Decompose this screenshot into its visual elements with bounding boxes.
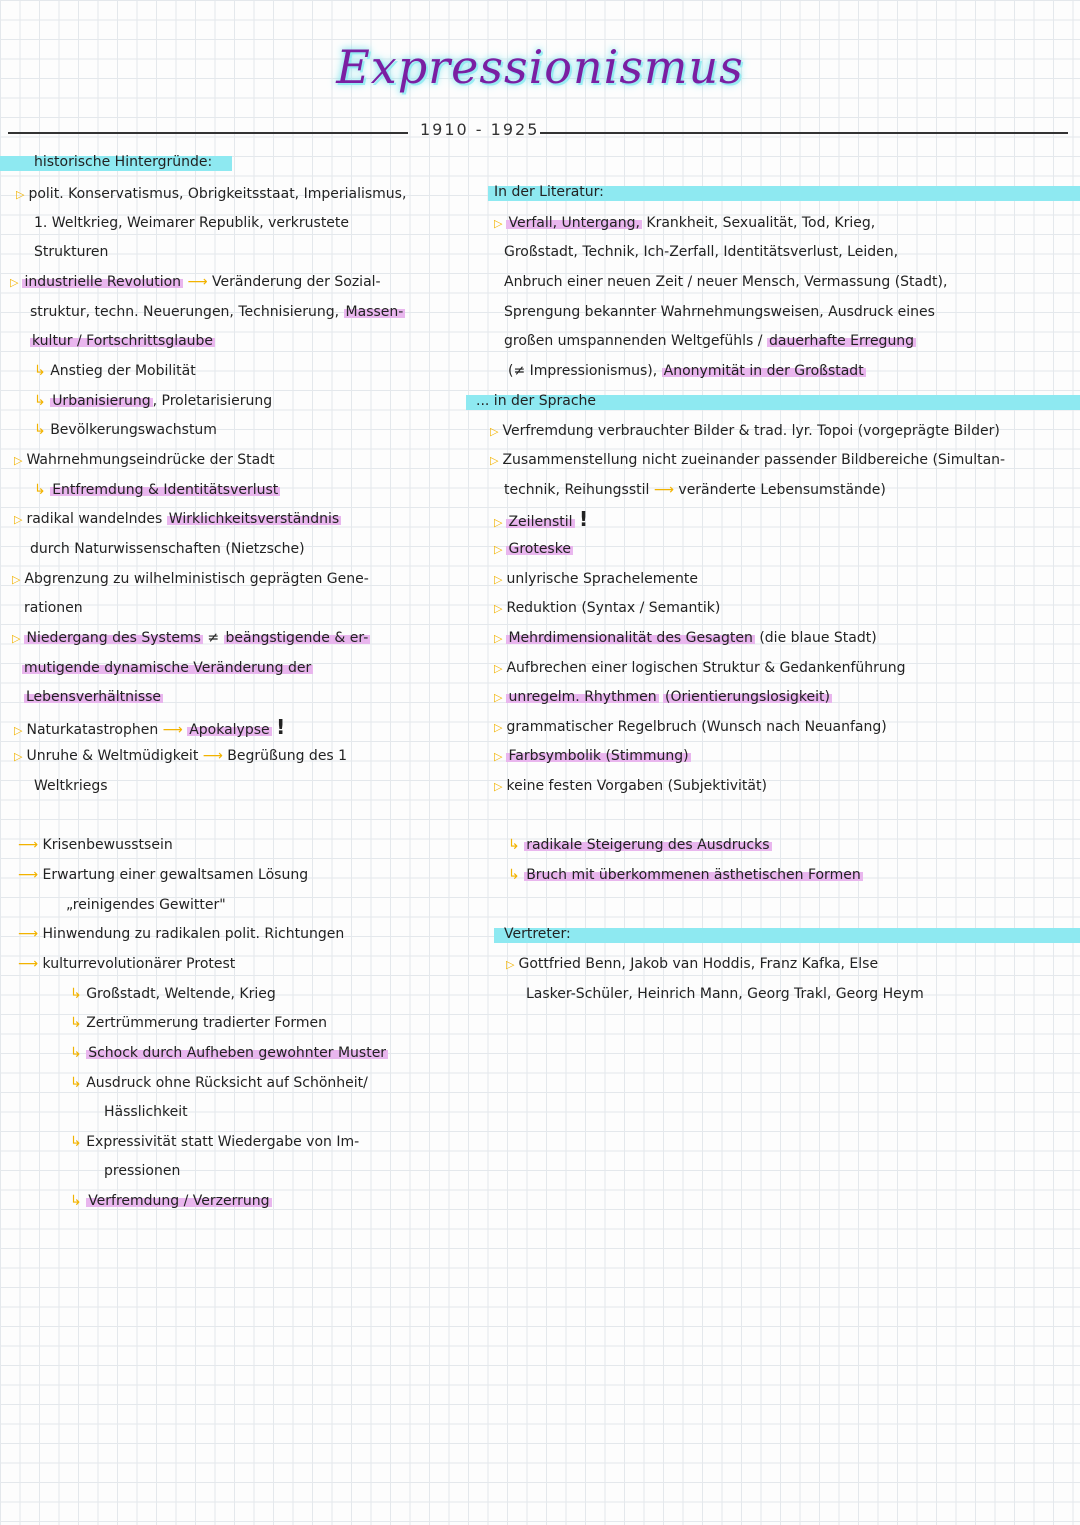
arrow-icon: ⟶	[187, 274, 208, 290]
bullet-icon: ▷	[494, 602, 503, 615]
list-item: großen umspannenden Weltgefühls / dauerhafte Erregung	[504, 333, 915, 349]
list-item: ▷ Unruhe & Weltmüdigkeit ⟶ Begrüßung des 1	[14, 748, 348, 764]
sub-item: ↳ Verfremdung / Verzerrung	[70, 1193, 270, 1209]
consequence-item: ⟶ Krisenbewusstsein	[18, 837, 173, 853]
date-range: 1910 - 1925	[420, 120, 540, 139]
bullet-icon: ▷	[12, 632, 21, 645]
list-item: ▷ Aufbrechen einer logischen Struktur & Gedankenführung	[494, 660, 906, 676]
arrow-icon: ⟶	[18, 926, 43, 942]
list-item: 1. Weltkrieg, Weimarer Republik, verkrustete	[34, 215, 350, 231]
return-arrow-icon: ↳	[34, 422, 46, 438]
list-item: ▷ Wahrnehmungseindrücke der Stadt	[14, 452, 275, 468]
sub-item: ↳ Zertrümmerung tradierter Formen	[70, 1015, 328, 1031]
list-item: ▷ Reduktion (Syntax / Semantik)	[494, 600, 721, 616]
exclamation-icon: !	[578, 507, 589, 531]
list-item: ▷ Naturkatastrophen ⟶ Apokalypse !	[14, 715, 286, 739]
bullet-icon: ▷	[490, 454, 499, 467]
list-item: Weltkriegs	[34, 778, 108, 794]
return-arrow-icon: ↳	[34, 363, 46, 379]
arrow-icon: ⟶	[18, 956, 43, 972]
list-item: ↳ Entfremdung & Identitätsverlust	[34, 482, 279, 498]
return-arrow-icon: ↳	[70, 986, 82, 1002]
list-item: ↳ Bevölkerungswachstum	[34, 422, 217, 438]
section-heading-history: historische Hintergründe:	[34, 154, 213, 170]
return-arrow-icon: ↳	[70, 1075, 82, 1091]
consequence-item: ⟶ Erwartung einer gewaltsamen Lösung	[18, 867, 309, 883]
list-item: ▷ Niedergang des Systems ≠ beängstigende & er-	[12, 630, 369, 646]
bullet-icon: ▷	[494, 516, 503, 529]
bullet-icon: ▷	[494, 780, 503, 793]
timeline-rule-right	[540, 132, 1068, 134]
bullet-icon: ▷	[494, 543, 503, 556]
list-item: struktur, techn. Neuerungen, Technisierung, Massen-	[30, 304, 404, 320]
list-item: ▷ unlyrische Sprachelemente	[494, 571, 698, 587]
list-item: mutigende dynamische Veränderung der	[24, 660, 312, 676]
consequence-item: ⟶ Hinwendung zu radikalen polit. Richtungen	[18, 926, 345, 942]
bullet-icon: ▷	[494, 750, 503, 763]
timeline-rule-left	[8, 132, 408, 134]
arrow-icon: ⟶	[653, 482, 674, 498]
list-item: Großstadt, Technik, Ich-Zerfall, Identitätsverlust, Leiden,	[504, 244, 899, 260]
list-item: durch Naturwissenschaften (Nietzsche)	[30, 541, 305, 557]
consequence-item: ⟶ kulturrevolutionärer Protest	[18, 956, 236, 972]
bullet-icon: ▷	[14, 750, 23, 763]
return-arrow-icon: ↳	[508, 867, 520, 883]
list-item: ▷ keine festen Vorgaben (Subjektivität)	[494, 778, 767, 794]
section-heading-language: ... in der Sprache	[476, 393, 597, 409]
list-item: technik, Reihungsstil ⟶ veränderte Lebensumstände)	[504, 482, 886, 498]
return-arrow-icon: ↳	[70, 1045, 82, 1061]
result-item: ↳ Bruch mit überkommenen ästhetischen Formen	[508, 867, 861, 883]
list-item: ▷ Farbsymbolik (Stimmung)	[494, 748, 689, 764]
list-item: ↳ Urbanisierung , Proletarisierung	[34, 393, 273, 409]
list-item: ▷ Verfremdung verbrauchter Bilder & trad. lyr. Topoi (vorgeprägte Bilder)	[490, 423, 1000, 439]
bullet-icon: ▷	[16, 188, 25, 201]
sub-item: ↳ Schock durch Aufheben gewohnter Muster	[70, 1045, 387, 1061]
list-item: ▷ Verfall, Untergang, Krankheit, Sexualität, Tod, Krieg,	[494, 215, 876, 231]
sub-item: pressionen	[104, 1163, 181, 1179]
bullet-icon: ▷	[494, 691, 503, 704]
list-item: ▷ industrielle Revolution ⟶ Veränderung der Sozial-	[10, 274, 381, 290]
return-arrow-icon: ↳	[70, 1193, 82, 1209]
return-arrow-icon: ↳	[34, 482, 46, 498]
consequence-item: „reinigendes Gewitter"	[66, 897, 226, 913]
arrow-icon: ⟶	[18, 837, 43, 853]
return-arrow-icon: ↳	[70, 1015, 82, 1031]
bullet-icon: ▷	[494, 573, 503, 586]
bullet-icon: ▷	[494, 662, 503, 675]
return-arrow-icon: ↳	[70, 1134, 82, 1150]
bullet-icon: ▷	[494, 721, 503, 734]
list-item: ↳ Anstieg der Mobilität	[34, 363, 196, 379]
list-item: rationen	[24, 600, 83, 616]
bullet-icon: ▷	[506, 958, 515, 971]
list-item: ▷ unregelm. Rhythmen (Orientierungslosigkeit)	[494, 689, 830, 705]
return-arrow-icon: ↳	[34, 393, 46, 409]
list-item: Sprengung bekannter Wahrnehmungsweisen, Ausdruck eines	[504, 304, 935, 320]
section-heading-literature: In der Literatur:	[494, 184, 604, 200]
bullet-icon: ▷	[14, 724, 23, 737]
list-item: Lebensverhältnisse	[26, 689, 162, 705]
list-item: Strukturen	[34, 244, 109, 260]
heading-bar	[494, 928, 1080, 943]
list-item: ▷ Mehrdimensionalität des Gesagten (die blaue Stadt)	[494, 630, 877, 646]
sub-item: ↳ Ausdruck ohne Rücksicht auf Schönheit/	[70, 1075, 368, 1091]
section-heading-authors: Vertreter:	[504, 926, 571, 942]
list-item: (≠ Impressionismus), Anonymität in der Großstadt	[508, 363, 864, 379]
return-arrow-icon: ↳	[508, 837, 520, 853]
bullet-icon: ▷	[494, 632, 503, 645]
list-item: ▷ Zusammenstellung nicht zueinander passender Bildbereiche (Simultan-	[490, 452, 1006, 468]
list-item: ▷ Gottfried Benn, Jakob van Hoddis, Franz Kafka, Else	[506, 956, 879, 972]
list-item: ▷ Groteske	[494, 541, 571, 557]
list-item: ▷ polit. Konservatismus, Obrigkeitsstaat, Imperialismus,	[16, 186, 407, 202]
bullet-icon: ▷	[14, 454, 23, 467]
page-title: Expressionismus	[336, 40, 744, 94]
bullet-icon: ▷	[494, 217, 503, 230]
sub-item: ↳ Großstadt, Weltende, Krieg	[70, 986, 276, 1002]
bullet-icon: ▷	[10, 276, 19, 289]
bullet-icon: ▷	[12, 573, 21, 586]
arrow-icon: ⟶	[202, 748, 223, 764]
bullet-icon: ▷	[14, 513, 23, 526]
sub-item: ↳ Expressivität statt Wiedergabe von Im-	[70, 1134, 360, 1150]
arrow-icon: ⟶	[162, 722, 183, 738]
list-item: ▷ Zeilenstil !	[494, 507, 589, 531]
exclamation-icon: !	[276, 715, 286, 739]
list-item: ▷ radikal wandelndes Wirklichkeitsverständnis	[14, 511, 340, 527]
result-item: ↳ radikale Steigerung des Ausdrucks	[508, 837, 770, 853]
list-item: ▷ grammatischer Regelbruch (Wunsch nach Neuanfang)	[494, 719, 887, 735]
arrow-icon: ⟶	[18, 867, 43, 883]
list-item: kultur / Fortschrittsglaube	[32, 333, 214, 349]
list-item: Anbruch einer neuen Zeit / neuer Mensch, Vermassung (Stadt),	[504, 274, 948, 290]
not-equal-icon: ≠	[207, 630, 220, 646]
sub-item: Hässlichkeit	[104, 1104, 188, 1120]
bullet-icon: ▷	[490, 425, 499, 438]
list-item: ▷ Abgrenzung zu wilhelministisch geprägten Gene-	[12, 571, 369, 587]
list-item: Lasker-Schüler, Heinrich Mann, Georg Trakl, Georg Heym	[526, 986, 924, 1002]
